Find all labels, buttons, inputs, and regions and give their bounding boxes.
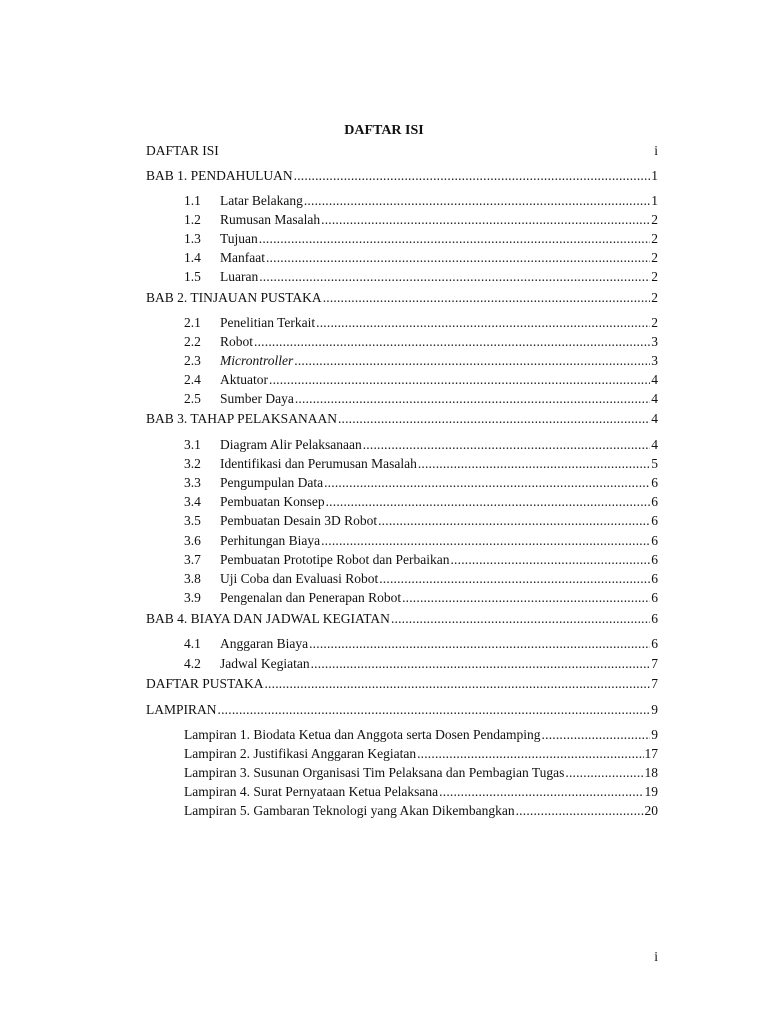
toc-leader [321,210,650,229]
toc-entry-page: 6 [651,494,658,509]
toc-entry-page: 7 [651,656,658,671]
toc-leader [295,389,650,408]
toc-chapter[interactable] [146,409,658,428]
toc-leader [311,654,651,673]
toc-leader [418,454,650,473]
toc-entry-number: 2.3 [184,353,201,368]
toc-entry-number: 1.3 [184,231,201,246]
toc-subentry[interactable] [184,229,658,248]
toc-entry-number: 3.7 [184,552,201,567]
toc-chapter[interactable] [146,288,658,307]
toc-leader [294,166,651,185]
toc-subentry[interactable] [184,492,658,511]
toc-leader [259,229,650,248]
toc-subentry[interactable] [184,248,658,267]
toc-leader [218,700,651,719]
toc-entry-number: 3.4 [184,494,201,509]
page-title: DAFTAR ISI [344,123,424,138]
toc-leader [269,370,650,389]
toc-entry-page: 3 [651,334,658,349]
toc-leader [304,191,650,210]
toc-leader [321,531,650,550]
toc-subentry[interactable] [184,511,658,530]
toc-entry-label: Microntroller [220,353,294,368]
toc-leader [402,588,650,607]
toc-entry-label: Latar Belakang [220,193,303,208]
toc-entry-label: Penelitian Terkait [220,315,316,330]
toc-appendix[interactable] [184,782,658,801]
toc-chapter[interactable] [146,700,658,719]
toc-entry-number: 3.3 [184,475,201,490]
toc-entry-page: 4 [651,372,658,387]
toc-entry-page: 20 [644,803,658,818]
toc-leader [391,609,650,628]
toc-entry-label: Lampiran 3. Susunan Organisasi Tim Pelaksana dan Pembagian Tugas [184,765,565,780]
toc-entry-number: 2.5 [184,391,201,406]
toc-leader [379,569,650,588]
toc-entry-number: 3.6 [184,533,201,548]
toc-entry-page: i [654,143,658,158]
toc-entry-label: Tujuan [220,231,258,246]
toc-entry-label: Rumusan Masalah [220,212,321,227]
toc-entry-label: Perhitungan Biaya [220,533,321,548]
toc-leader [266,248,650,267]
toc-entry-page: 4 [651,391,658,406]
toc-entry-label: Lampiran 4. Surat Pernyataan Ketua Pelaksana [184,784,439,799]
toc-subentry[interactable] [184,531,658,550]
toc-entry-number: 3.5 [184,513,201,528]
toc-entry-label: Pembuatan Desain 3D Robot [220,513,378,528]
toc-entry-page: 2 [651,212,658,227]
toc-chapter[interactable] [146,609,658,628]
toc-entry-label: Lampiran 5. Gambaran Teknologi yang Akan Dikembangkan [184,803,515,818]
toc-entry-number: 1.5 [184,269,201,284]
toc-entry-label: Robot [220,334,254,349]
toc-entry-page: 2 [651,250,658,265]
toc-entry-label: Pembuatan Prototipe Robot dan Perbaikan [220,552,450,567]
toc-entry-page: 6 [651,533,658,548]
toc-entry-page: 9 [651,727,658,742]
toc-leader [338,409,650,428]
toc-entry-number: 1.2 [184,212,201,227]
toc-subentry[interactable] [184,569,658,588]
toc-entry-page: 2 [651,315,658,330]
toc-entry-label: Pembuatan Konsep [220,494,325,509]
toc-entry-label: BAB 1. PENDAHULUAN [146,168,293,183]
toc-entry-page: 2 [651,290,658,305]
toc-entry-label: DAFTAR ISI [146,143,219,158]
toc-entry-label: LAMPIRAN [146,702,217,717]
toc-entry-page: 18 [644,765,658,780]
toc-entry-page: 2 [651,231,658,246]
toc-entry-page: 5 [651,456,658,471]
toc-leader [450,550,650,569]
toc-entry-page: 2 [651,269,658,284]
toc-leader [254,332,650,351]
toc-appendix[interactable] [184,744,658,763]
toc-appendix[interactable] [184,763,658,782]
toc-subentry[interactable] [184,588,658,607]
toc-entry-label: Luaran [220,269,259,284]
toc-leader [378,511,650,530]
toc-subentry[interactable] [184,654,658,673]
toc-subentry[interactable] [184,634,658,653]
toc-entry-page: 4 [651,411,658,426]
toc-entry-number: 4.1 [184,636,201,651]
toc-entry-label: Manfaat [220,250,265,265]
toc-leader [326,492,651,511]
toc-entry-number: 1.4 [184,250,201,265]
toc-subentry[interactable] [184,473,658,492]
toc-entry-page: 6 [651,552,658,567]
toc-entry-number: 2.2 [184,334,201,349]
toc-leader [417,744,643,763]
toc-leader [323,288,651,307]
toc-entry[interactable] [146,141,658,160]
toc-entry-label: DAFTAR PUSTAKA [146,676,264,691]
toc-entry-number: 3.9 [184,590,201,605]
toc-subentry[interactable] [184,332,658,351]
toc-entry-page: 6 [651,636,658,651]
toc-entry-page: 7 [651,676,658,691]
toc-subentry[interactable] [184,454,658,473]
toc-entry-page: 6 [651,513,658,528]
toc-subentry[interactable] [184,389,658,408]
toc-entry-label: Aktuator [220,372,268,387]
toc-entry-label: Jadwal Kegiatan [220,656,310,671]
toc-leader [259,267,650,286]
toc-entry-number: 3.8 [184,571,201,586]
toc-entry-page: 17 [644,746,658,761]
page-number: i [654,949,658,964]
toc-entry-page: 4 [651,437,658,452]
toc-leader [565,763,643,782]
toc-leader [324,473,650,492]
toc-entry-label: Pengenalan dan Penerapan Robot [220,590,402,605]
toc-leader [363,435,651,454]
toc-appendix[interactable] [184,725,658,744]
toc-entry-number: 3.2 [184,456,201,471]
toc-subentry[interactable] [184,550,658,569]
toc-leader [264,674,650,693]
toc-subentry[interactable] [184,435,658,454]
toc-subentry[interactable] [184,351,658,370]
toc-subentry[interactable] [184,370,658,389]
toc-entry-number: 3.1 [184,437,201,452]
toc-subentry[interactable] [184,210,658,229]
toc-entry-number: 2.1 [184,315,201,330]
toc-entry-label: Identifikasi dan Perumusan Masalah [220,456,417,471]
toc-entry-page: 19 [644,784,658,799]
toc-entry-label: Diagram Alir Pelaksanaan [220,437,362,452]
toc-leader [294,351,650,370]
toc-entry-page: 6 [651,590,658,605]
toc-entry-page: 1 [651,168,658,183]
toc-entry-label: BAB 4. BIAYA DAN JADWAL KEGIATAN [146,611,390,626]
toc-appendix[interactable] [184,801,658,820]
toc-leader [439,782,643,801]
toc-entry-label: Uji Coba dan Evaluasi Robot [220,571,379,586]
toc-entry-page: 6 [651,611,658,626]
toc-chapter[interactable] [146,674,658,693]
toc-entry-number: 4.2 [184,656,201,671]
toc-entry-label: Lampiran 1. Biodata Ketua dan Anggota serta Dosen Pendamping [184,727,541,742]
toc-leader [516,801,644,820]
toc-chapter[interactable] [146,166,658,185]
toc-leader [316,313,650,332]
toc-entry-page: 9 [651,702,658,717]
toc-entry-page: 1 [651,193,658,208]
toc-entry-label: Sumber Daya [220,391,294,406]
toc-entry-label: Pengumpulan Data [220,475,324,490]
toc-entry-label: BAB 3. TAHAP PELAKSANAAN [146,411,337,426]
toc-entry-number: 1.1 [184,193,201,208]
toc-entry-page: 6 [651,475,658,490]
toc-subentry[interactable] [184,313,658,332]
toc-subentry[interactable] [184,267,658,286]
toc-leader [542,725,651,744]
toc-entry-page: 6 [651,571,658,586]
toc-entry-number: 2.4 [184,372,201,387]
toc-entry-label: BAB 2. TINJAUAN PUSTAKA [146,290,322,305]
toc-entry-label: Lampiran 2. Justifikasi Anggaran Kegiatan [184,746,417,761]
toc-entry-page: 3 [651,353,658,368]
toc-subentry[interactable] [184,191,658,210]
toc-leader [309,634,650,653]
toc-entry-label: Anggaran Biaya [220,636,309,651]
